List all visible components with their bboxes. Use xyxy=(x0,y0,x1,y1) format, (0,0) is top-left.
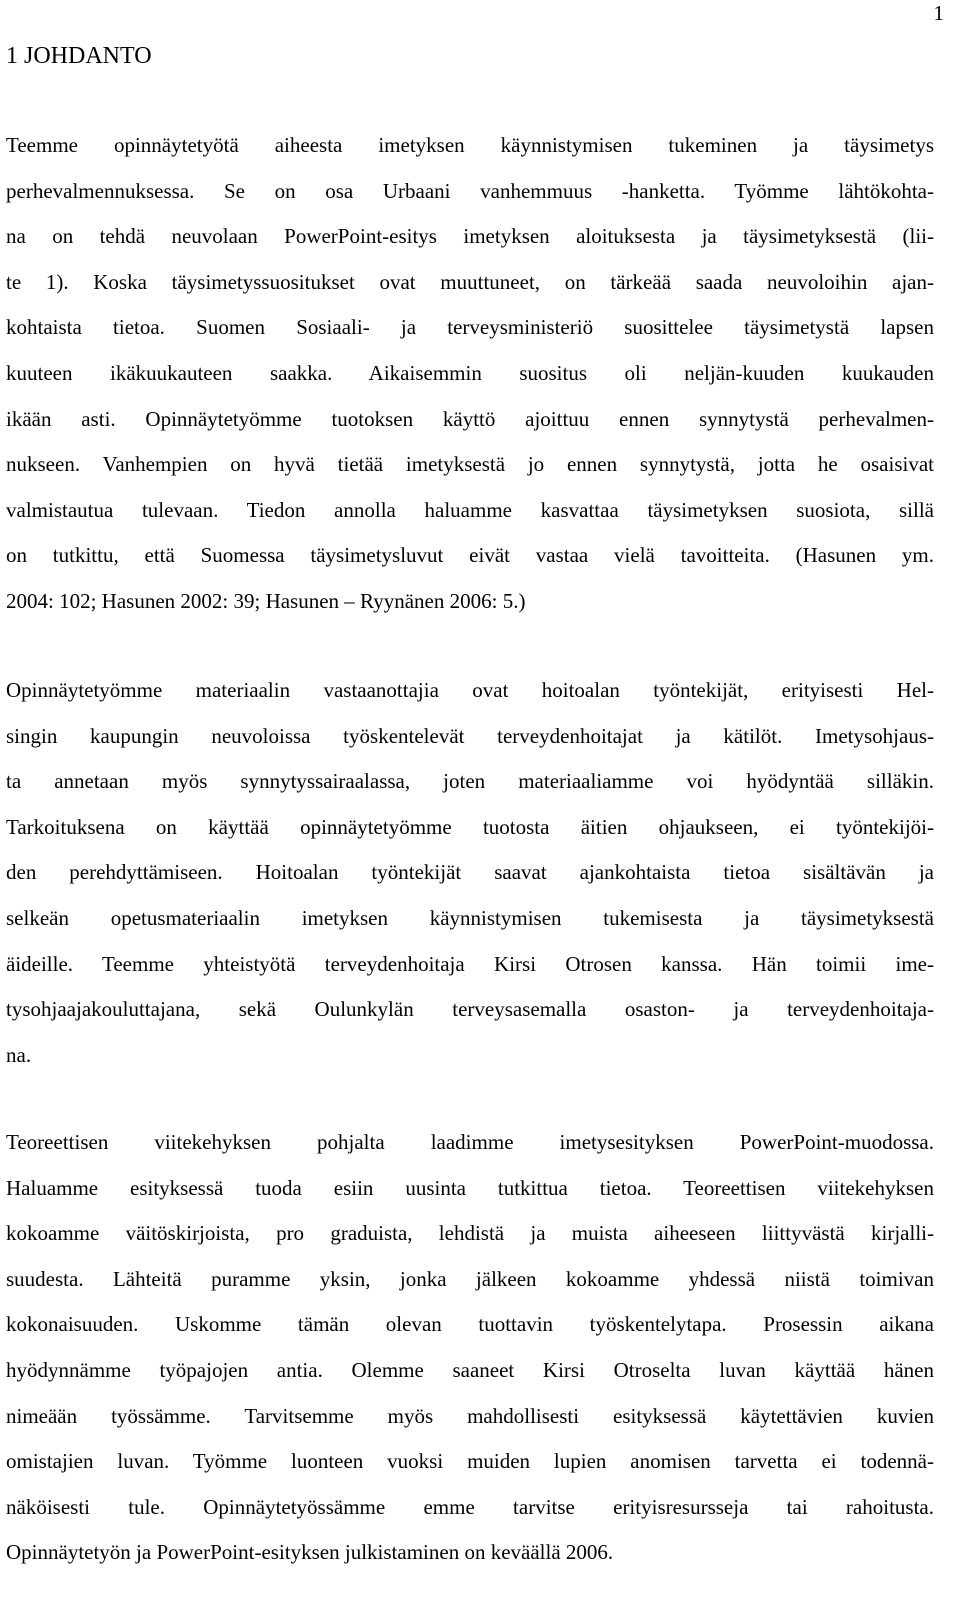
text-line: valmistautua tulevaan. Tiedon annolla haluamme kasvattaa täysimetyksen suosiota, sillä xyxy=(6,497,934,522)
text-line: kohtaista tietoa. Suomen Sosiaali- ja terveysministeriö suosittelee täysimetystä lapsen xyxy=(6,315,934,340)
text-line: na on tehdä neuvolaan PowerPoint-esitys imetyksen aloituksesta ja täysimetyksestä (lii- xyxy=(6,224,934,249)
paragraph-2 xyxy=(6,668,934,1078)
text-line: tysohjaajakouluttajana, sekä Oulunkylän terveysasemalla osaston- ja terveydenhoitaja- xyxy=(6,997,934,1022)
text-line: ikään asti. Opinnäytetyömme tuotoksen käyttö ajoittuu ennen synnytystä perhevalmen- xyxy=(6,406,934,431)
text-line: Teemme opinnäytetyötä aiheesta imetyksen käynnistymisen tukeminen ja täysimetys xyxy=(6,133,934,157)
text-line: 2004: 102; Hasunen 2002: 39; Hasunen – Ryynänen 2006: 5.) xyxy=(6,588,526,613)
paragraph-1 xyxy=(6,123,934,625)
text-line: Tarkoituksena on käyttää opinnäytetyömme tuotosta äitien ohjaukseen, ei työntekijöi- xyxy=(6,814,934,839)
text-line: näköisesti tule. Opinnäytetyössämme emme tarvitse erityisresursseja tai rahoitusta. xyxy=(6,1494,934,1519)
text-line: on tutkittu, että Suomessa täysimetysluvut eivät vastaa vielä tavoitteita. (Hasunen ym. xyxy=(6,543,934,568)
text-line: Teoreettisen viitekehyksen pohjalta laadimme imetysesityksen PowerPoint-muodossa. xyxy=(6,1130,934,1154)
text-line: äideille. Teemme yhteistyötä terveydenhoitaja Kirsi Otrosen kanssa. Hän toimii ime- xyxy=(6,951,934,976)
text-line: te 1). Koska täysimetyssuositukset ovat muuttuneet, on tärkeää saada neuvoloihin ajan- xyxy=(6,269,934,294)
text-line: den perehdyttämiseen. Hoitoalan työntekijät saavat ajankohtaista tietoa sisältävän ja xyxy=(6,860,934,885)
text-line: na. xyxy=(6,1042,32,1067)
text-line: nukseen. Vanhempien on hyvä tietää imetyksestä jo ennen synnytystä, jotta he osaisivat xyxy=(6,452,934,477)
text-line: kokoamme väitöskirjoista, pro graduista, lehdistä ja muista aiheeseen liittyvästä kirjalli- xyxy=(6,1221,934,1246)
text-line: perhevalmennuksessa. Se on osa Urbaani vanhemmuus -hanketta. Työmme lähtökohta- xyxy=(6,178,934,203)
text-line: Haluamme esityksessä tuoda esiin uusinta tutkittua tietoa. Teoreettisen viitekehyksen xyxy=(6,1175,934,1200)
text-line: singin kaupungin neuvoloissa työskentelevät terveydenhoitajat ja kätilöt. Imetysohjaus- xyxy=(6,723,934,748)
text-line: suudesta. Lähteitä puramme yksin, jonka jälkeen kokoamme yhdessä niistä toimivan xyxy=(6,1266,934,1291)
section-heading: 1 JOHDANTO xyxy=(6,43,152,69)
text-line: kuuteen ikäkuukauteen saakka. Aikaisemmin suositus oli neljän-kuuden kuukauden xyxy=(6,360,934,385)
text-line: selkeän opetusmateriaalin imetyksen käynnistymisen tukemisesta ja täysimetyksestä xyxy=(6,905,934,930)
text-line: hyödynnämme työpajojen antia. Olemme saaneet Kirsi Otroselta luvan käyttää hänen xyxy=(6,1357,934,1382)
text-line: nimeään työssämme. Tarvitsemme myös mahdollisesti esityksessä käytettävien kuvien xyxy=(6,1403,934,1428)
text-line: omistajien luvan. Työmme luonteen vuoksi muiden lupien anomisen tarvetta ei todennä- xyxy=(6,1449,934,1474)
text-line: kokonaisuuden. Uskomme tämän olevan tuottavin työskentelytapa. Prosessin aikana xyxy=(6,1312,934,1337)
page-number: 1 xyxy=(933,1,944,25)
paragraph-3 xyxy=(6,1120,934,1576)
text-line: Opinnäytetyömme materiaalin vastaanottajia ovat hoitoalan työntekijät, erityisesti Hel- xyxy=(6,678,934,702)
text-line: Opinnäytetyön ja PowerPoint-esityksen julkistaminen on keväällä 2006. xyxy=(6,1540,614,1565)
text-line: ta annetaan myös synnytyssairaalassa, joten materiaaliamme voi hyödyntää silläkin. xyxy=(6,769,934,794)
